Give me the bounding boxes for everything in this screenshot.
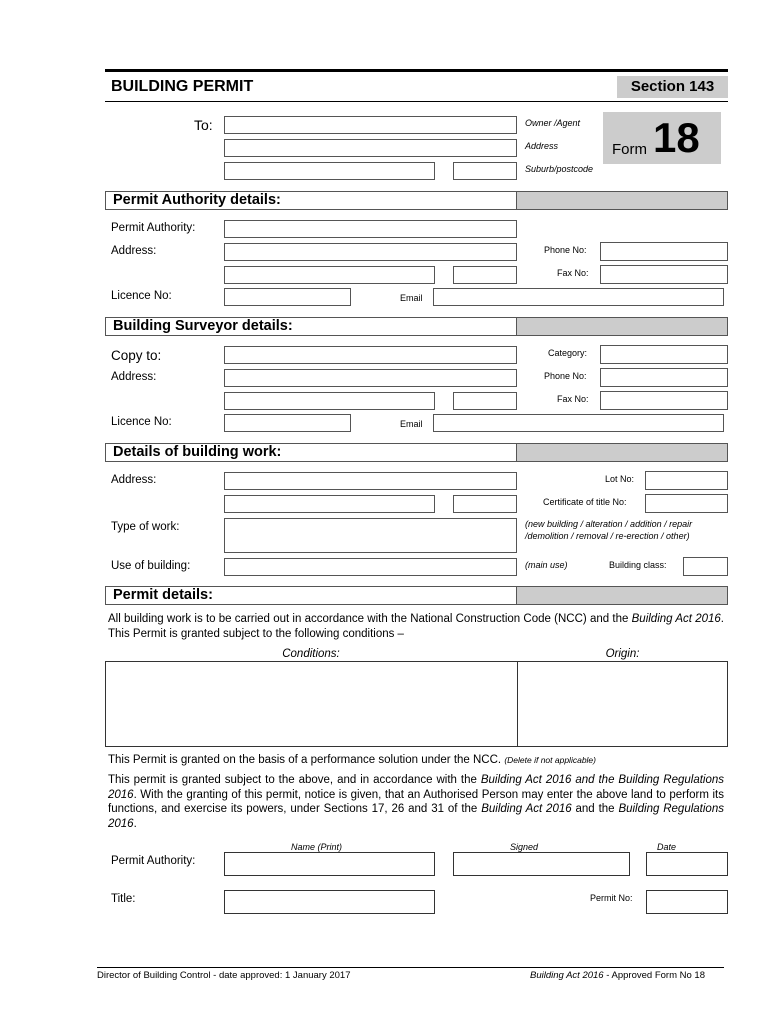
permit-intro-text-2: . This Permit is granted subject to the following conditions – — [108, 613, 724, 640]
performance-text: This Permit is granted on the basis of a performance solution under the NCC. — [108, 754, 502, 766]
permit-authority-heading-shade — [517, 191, 728, 210]
permit-intro-text: All building work is to be carried out in accordance with the National Construction Code (NCC) and the — [108, 613, 629, 625]
footer-left: Director of Building Control - date approved: 1 January 2017 — [97, 970, 351, 981]
permit-authority-field[interactable] — [224, 220, 517, 238]
delete-note: (Delete if not applicable) — [504, 755, 596, 765]
pa-fax-label: Fax No: — [557, 268, 589, 278]
footer-form: - Approved Form No 18 — [603, 970, 705, 981]
bs-address-field[interactable] — [224, 369, 517, 387]
to-address-field[interactable] — [224, 139, 517, 157]
bw-lot-field[interactable] — [645, 471, 728, 490]
footer-act: Building Act 2016 — [530, 970, 604, 981]
pa-suburb-field[interactable] — [224, 266, 435, 284]
permit-intro-act: Building Act 2016 — [631, 613, 721, 625]
footer-right — [530, 970, 705, 981]
copy-to-field[interactable] — [224, 346, 517, 364]
sig-title-field[interactable] — [224, 890, 435, 914]
grant-text-4: . — [133, 817, 137, 830]
form-number: 18 — [653, 114, 700, 161]
bw-type-hint: (new building / alteration / addition / repair /demolition / removal / re-erection / other) — [525, 519, 693, 541]
bw-use-label: Use of building: — [111, 560, 191, 572]
bw-address-field[interactable] — [224, 472, 517, 490]
permit-details-heading: Permit details: — [105, 586, 517, 605]
to-postcode-field[interactable] — [453, 162, 517, 180]
sig-title-label: Title: — [111, 893, 136, 905]
grant-text-2: . With the granting of this permit, notice is given, that an Authorised Person may enter the above land to perform its functions, and exercise its powers, under Sections 17, 26 and 31 of the — [108, 788, 724, 815]
conditions-field[interactable] — [105, 661, 518, 747]
pa-fax-field[interactable] — [600, 265, 728, 284]
name-print-label: Name (Print) — [291, 842, 343, 852]
bs-licence-label: Licence No: — [111, 416, 172, 428]
bs-fax-field[interactable] — [600, 391, 728, 410]
header-rule — [105, 101, 728, 102]
section-badge — [617, 76, 728, 98]
pa-phone-label: Phone No: — [544, 245, 587, 255]
footer-rule — [97, 967, 724, 968]
bs-fax-label: Fax No: — [557, 394, 589, 404]
to-suburb-field[interactable] — [224, 162, 435, 180]
origin-header: Origin: — [605, 648, 640, 660]
performance-solution — [108, 754, 596, 766]
bs-phone-label: Phone No: — [544, 371, 587, 381]
top-rule — [105, 69, 728, 72]
bw-address-label: Address: — [111, 474, 157, 486]
conditions-header: Conditions: — [282, 648, 340, 660]
sig-date-field[interactable] — [646, 852, 728, 876]
date-label: Date — [657, 842, 677, 852]
bs-category-label: Category: — [548, 348, 588, 358]
copy-to-label: Copy to: — [111, 348, 162, 363]
grant-act-regs: Building Act 2016 and the Building Regulations 2016 — [108, 774, 725, 801]
form-word: Form — [612, 141, 647, 158]
bw-certificate-label: Certificate of title No: — [543, 497, 627, 507]
pa-phone-field[interactable] — [600, 242, 728, 261]
bs-phone-field[interactable] — [600, 368, 728, 387]
bw-postcode-field[interactable] — [453, 495, 517, 513]
building-surveyor-heading-shade — [517, 317, 728, 336]
owner-agent-label: Owner /Agent — [525, 118, 581, 128]
grant-text-3: and the — [575, 803, 615, 815]
permit-no-label: Permit No: — [590, 893, 633, 903]
bs-address-label: Address: — [111, 371, 157, 383]
sig-name-field[interactable] — [224, 852, 435, 876]
bw-type-label: Type of work: — [111, 521, 180, 533]
pa-licence-field[interactable] — [224, 288, 351, 306]
sig-signed-field[interactable] — [453, 852, 630, 876]
origin-field[interactable] — [517, 661, 728, 747]
permit-authority-heading: Permit Authority details: — [105, 191, 517, 210]
grant-text-1: This permit is granted subject to the above, and in accordance with the — [108, 774, 477, 786]
section-label: Section 143 — [630, 78, 715, 95]
signed-label: Signed — [510, 842, 539, 852]
bs-category-field[interactable] — [600, 345, 728, 364]
pa-email-field[interactable] — [433, 288, 724, 306]
bw-main-use: (main use) — [525, 560, 568, 570]
bs-email-label: Email — [400, 419, 423, 429]
bw-certificate-field[interactable] — [645, 494, 728, 513]
grant-regs: Building Regulations 2016 — [108, 803, 724, 830]
bs-licence-field[interactable] — [224, 414, 351, 432]
pa-postcode-field[interactable] — [453, 266, 517, 284]
permit-no-field[interactable] — [646, 890, 728, 914]
permit-intro — [108, 612, 724, 641]
bw-suburb-field[interactable] — [224, 495, 435, 513]
pa-email-label: Email — [400, 293, 423, 303]
bs-suburb-field[interactable] — [224, 392, 435, 410]
to-address-label: Address — [525, 141, 559, 151]
grant-act: Building Act 2016 — [481, 803, 572, 815]
bw-type-field[interactable] — [224, 518, 517, 553]
grant-paragraph — [108, 773, 724, 831]
pa-address-label: Address: — [111, 245, 157, 257]
bw-class-field[interactable] — [683, 557, 728, 576]
building-work-heading: Details of building work: — [105, 443, 517, 462]
form-number-badge — [603, 112, 721, 164]
building-work-heading-shade — [517, 443, 728, 462]
sig-authority-label: Permit Authority: — [111, 855, 196, 867]
bw-lot-label: Lot No: — [605, 474, 635, 484]
owner-agent-field[interactable] — [224, 116, 517, 134]
bw-class-label: Building class: — [609, 560, 667, 570]
pa-address-field[interactable] — [224, 243, 517, 261]
pa-licence-label: Licence No: — [111, 290, 172, 302]
to-label: To: — [194, 117, 213, 133]
form-title: BUILDING PERMIT — [111, 78, 254, 95]
to-suburb-label: Suburb/postcode — [525, 164, 594, 174]
building-surveyor-heading: Building Surveyor details: — [105, 317, 517, 336]
bs-postcode-field[interactable] — [453, 392, 517, 410]
bw-use-field[interactable] — [224, 558, 517, 576]
bs-email-field[interactable] — [433, 414, 724, 432]
permit-details-heading-shade — [517, 586, 728, 605]
permit-authority-label: Permit Authority: — [111, 222, 196, 234]
